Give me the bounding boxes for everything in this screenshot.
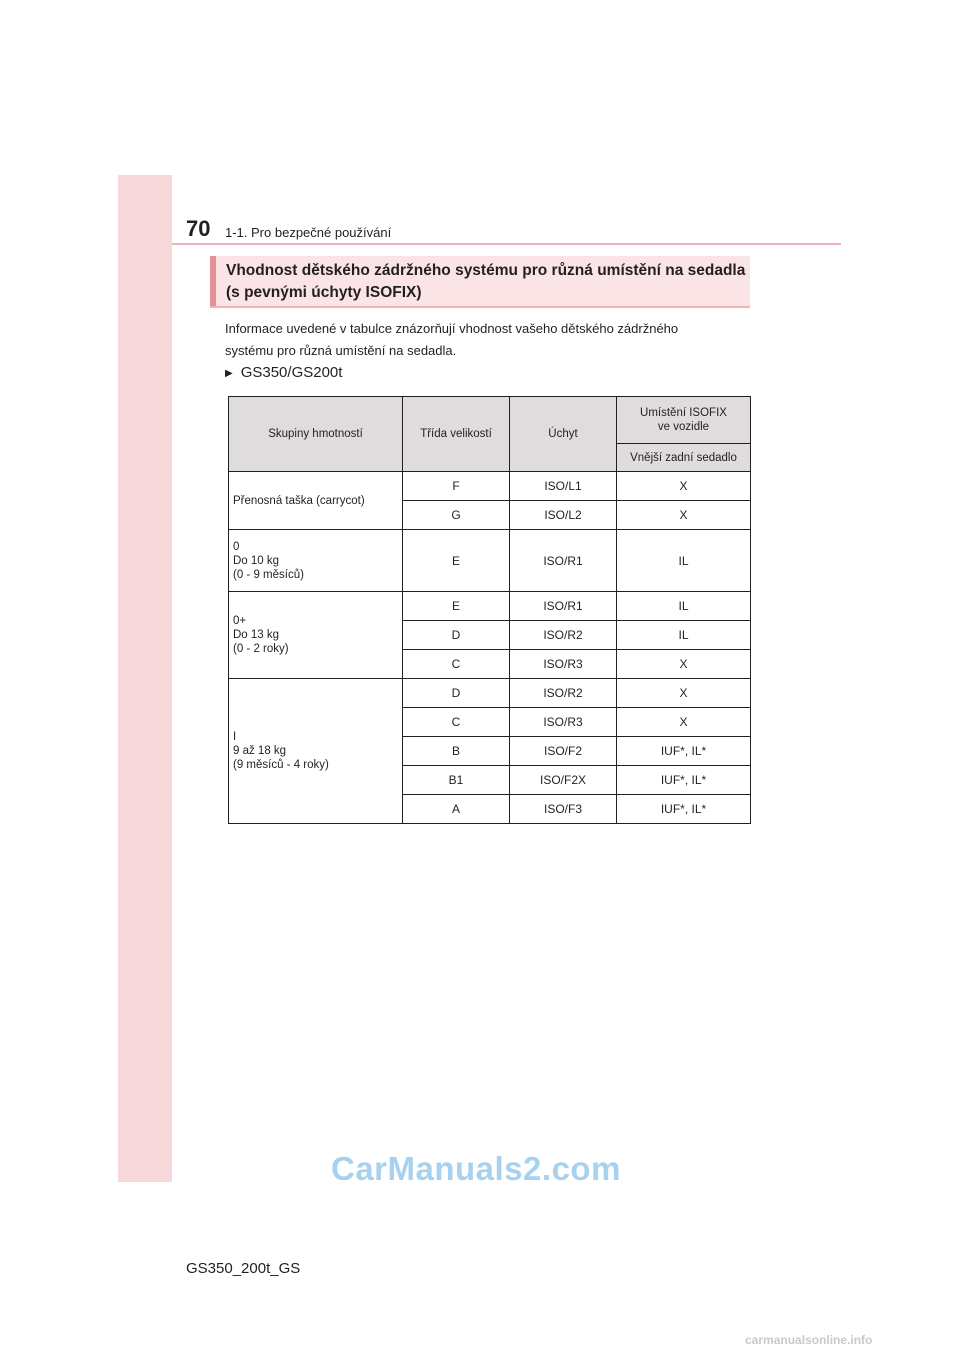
suitability-cell: IL	[617, 530, 751, 592]
size-class-cell: A	[403, 795, 510, 824]
weight-group-line: (0 - 9 měsíců)	[233, 568, 304, 581]
size-class-cell: D	[403, 621, 510, 650]
suitability-cell: X	[617, 472, 751, 501]
intro-line2: systému pro různá umístění na sedadla.	[225, 343, 457, 358]
weight-group-cell	[229, 530, 403, 592]
size-class-cell: D	[403, 679, 510, 708]
size-class-cell: F	[403, 472, 510, 501]
fixture-cell: ISO/R1	[510, 592, 617, 621]
table-row	[229, 472, 751, 501]
fixture-cell: ISO/R2	[510, 621, 617, 650]
fixture-cell: ISO/R3	[510, 708, 617, 737]
fixture-cell: ISO/F2X	[510, 766, 617, 795]
header-fixture: Úchyt	[510, 397, 617, 472]
header-isofix-line1: Umístění ISOFIX	[640, 407, 727, 419]
section-title: 1-1. Pro bezpečné používání	[225, 225, 392, 240]
suitability-cell: IUF*, IL*	[617, 795, 751, 824]
header-divider	[172, 243, 841, 245]
fixture-cell: ISO/R1	[510, 530, 617, 592]
topic-heading	[226, 260, 745, 304]
size-class-cell: E	[403, 530, 510, 592]
size-class-cell: B	[403, 737, 510, 766]
weight-group-line: 0+	[233, 615, 247, 627]
header-isofix-line2: ve vozidle	[657, 421, 710, 433]
topic-heading-line1: Vhodnost dětského zádržného systému pro různá umístění na sedadla	[226, 262, 746, 279]
weight-group-cell	[229, 472, 403, 530]
header-weight-group: Skupiny hmotností	[229, 397, 403, 472]
size-class-cell: B1	[403, 766, 510, 795]
weight-group-line: Do 10 kg	[233, 554, 280, 567]
suitability-cell: X	[617, 501, 751, 530]
weight-group-line: Do 13 kg	[233, 629, 280, 641]
triangle-bullet-icon: ▶	[225, 368, 233, 379]
watermark-logo: CarManuals2.com	[331, 1150, 621, 1187]
model-label: GS350/GS200t	[240, 364, 343, 381]
suitability-cell: X	[617, 650, 751, 679]
weight-group-line: Přenosná taška (carrycot)	[233, 494, 365, 507]
fixture-cell: ISO/L1	[510, 472, 617, 501]
size-class-cell: G	[403, 501, 510, 530]
table-row	[229, 592, 751, 621]
weight-group-line: 9 až 18 kg	[233, 745, 287, 757]
suitability-cell: IL	[617, 592, 751, 621]
weight-group-cell	[229, 592, 403, 679]
suitability-cell: IUF*, IL*	[617, 737, 751, 766]
table-body	[229, 472, 751, 824]
table-row	[229, 679, 751, 708]
suitability-cell: X	[617, 679, 751, 708]
header-size-class: Třída velikostí	[403, 397, 510, 472]
intro-line1: Informace uvedené v tabulce znázorňují vhodnost vašeho dětského zádržného	[225, 321, 679, 336]
intro-paragraph	[225, 318, 747, 362]
header-outer-rear-seat: Vnější zadní sedadlo	[617, 444, 751, 472]
suitability-cell: IUF*, IL*	[617, 766, 751, 795]
weight-group-line: I	[233, 731, 237, 743]
fixture-cell: ISO/R2	[510, 679, 617, 708]
weight-group-line: (0 - 2 roky)	[233, 643, 289, 655]
size-class-cell: C	[403, 708, 510, 737]
isofix-suitability-table	[228, 396, 751, 824]
page-number: 70	[186, 216, 211, 241]
topic-heading-box	[210, 256, 750, 308]
fixture-cell: ISO/F3	[510, 795, 617, 824]
fixture-cell: ISO/F2	[510, 737, 617, 766]
weight-group-line: (9 měsíců - 4 roky)	[233, 759, 329, 771]
footer-model-code: GS350_200t_GS	[186, 1260, 301, 1277]
topic-heading-line2: (s pevnými úchyty ISOFIX)	[226, 284, 422, 301]
size-class-cell: C	[403, 650, 510, 679]
weight-group-cell	[229, 679, 403, 824]
site-watermark: carmanualsonline.info	[745, 1333, 873, 1347]
model-subheading	[225, 364, 342, 381]
fixture-cell: ISO/R3	[510, 650, 617, 679]
topic-accent-bar	[210, 256, 216, 306]
table-row	[229, 530, 751, 592]
size-class-cell: E	[403, 592, 510, 621]
header-isofix-position	[617, 397, 751, 444]
weight-group-line: 0	[233, 540, 240, 553]
side-color-band	[118, 175, 172, 1182]
suitability-cell: X	[617, 708, 751, 737]
fixture-cell: ISO/L2	[510, 501, 617, 530]
suitability-cell: IL	[617, 621, 751, 650]
